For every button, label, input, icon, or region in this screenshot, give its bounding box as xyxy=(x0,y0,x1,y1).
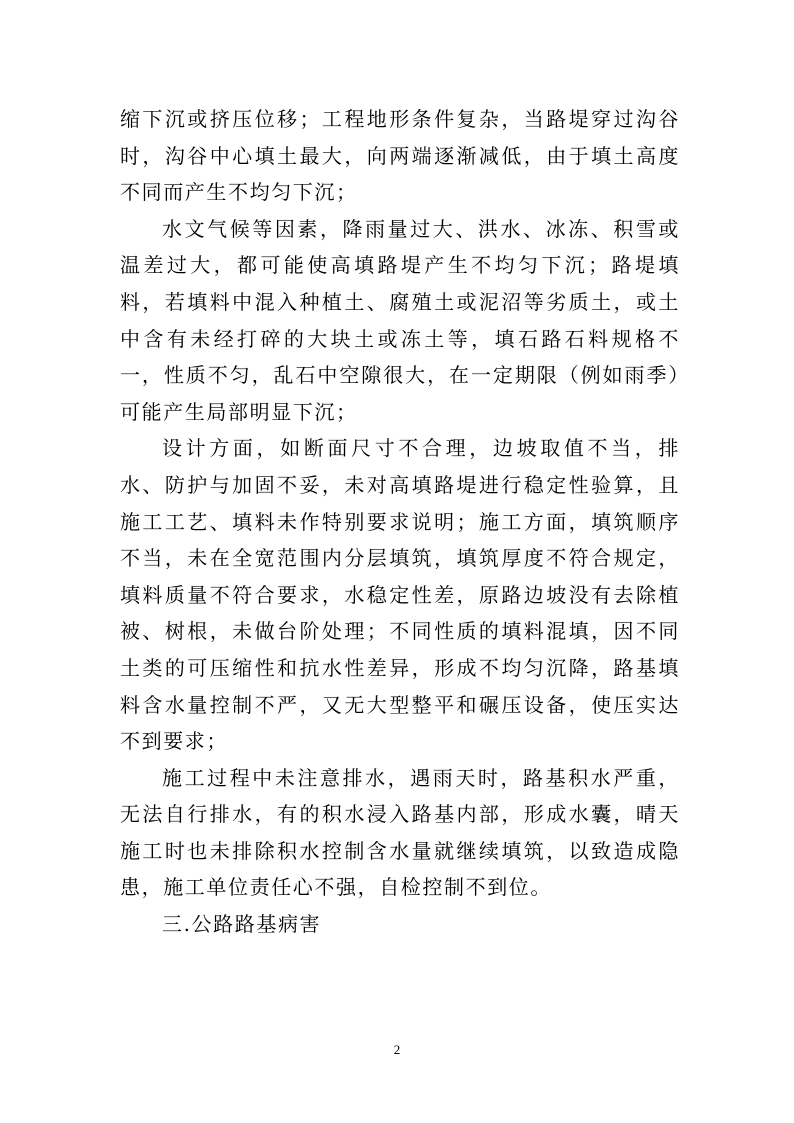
document-body xyxy=(120,101,680,943)
paragraph-hydrology-climate: 水文气候等因素，降雨量过大、洪水、冰冻、积雪或温差过大，都可能使高填路堤产生不均匀下沉；路堤填料，若填料中混入种植土、腐殖土或泥沼等劣质土，或土中含有未经打碎的大块土或冻土等，填石路石料规格不一，性质不匀，乱石中空隙很大，在一定期限（例如雨季）可能产生局部明显下沉； xyxy=(120,216,680,424)
paragraph-drainage: 施工过程中未注意排水，遇雨天时，路基积水严重，无法自行排水，有的积水浸入路基内部，形成水囊，晴天施工时也未排除积水控制含水量就继续填筑，以致造成隐患，施工单位责任心不强，自检控制不到位。 xyxy=(120,765,680,900)
page-number: 2 xyxy=(393,1042,401,1057)
section-heading: 三.公路路基病害 xyxy=(162,912,322,937)
paragraph-design-construction: 设计方面，如断面尺寸不合理，边坡取值不当，排水、防护与加固不妥，未对高填路堤进行稳定性验算，且施工工艺、填料未作特别要求说明；施工方面，填筑顺序不当，未在全宽范围内分层填筑，填筑厚度不符合规定，填料质量不符合要求，水稳定性差，原路边坡没有去除植被、树根，未做台阶处理；不同性质的填料混填，因不同土类的可压缩性和抗水性差异，形成不均匀沉降，路基填料含水量控制不严，又无大型整平和碾压设备，使压实达不到要求； xyxy=(120,436,680,754)
paragraph-continued: 缩下沉或挤压位移；工程地形条件复杂，当路堤穿过沟谷时，沟谷中心填土最大，向两端逐渐减低，由于填土高度不同而产生不均匀下沉； xyxy=(120,107,680,205)
